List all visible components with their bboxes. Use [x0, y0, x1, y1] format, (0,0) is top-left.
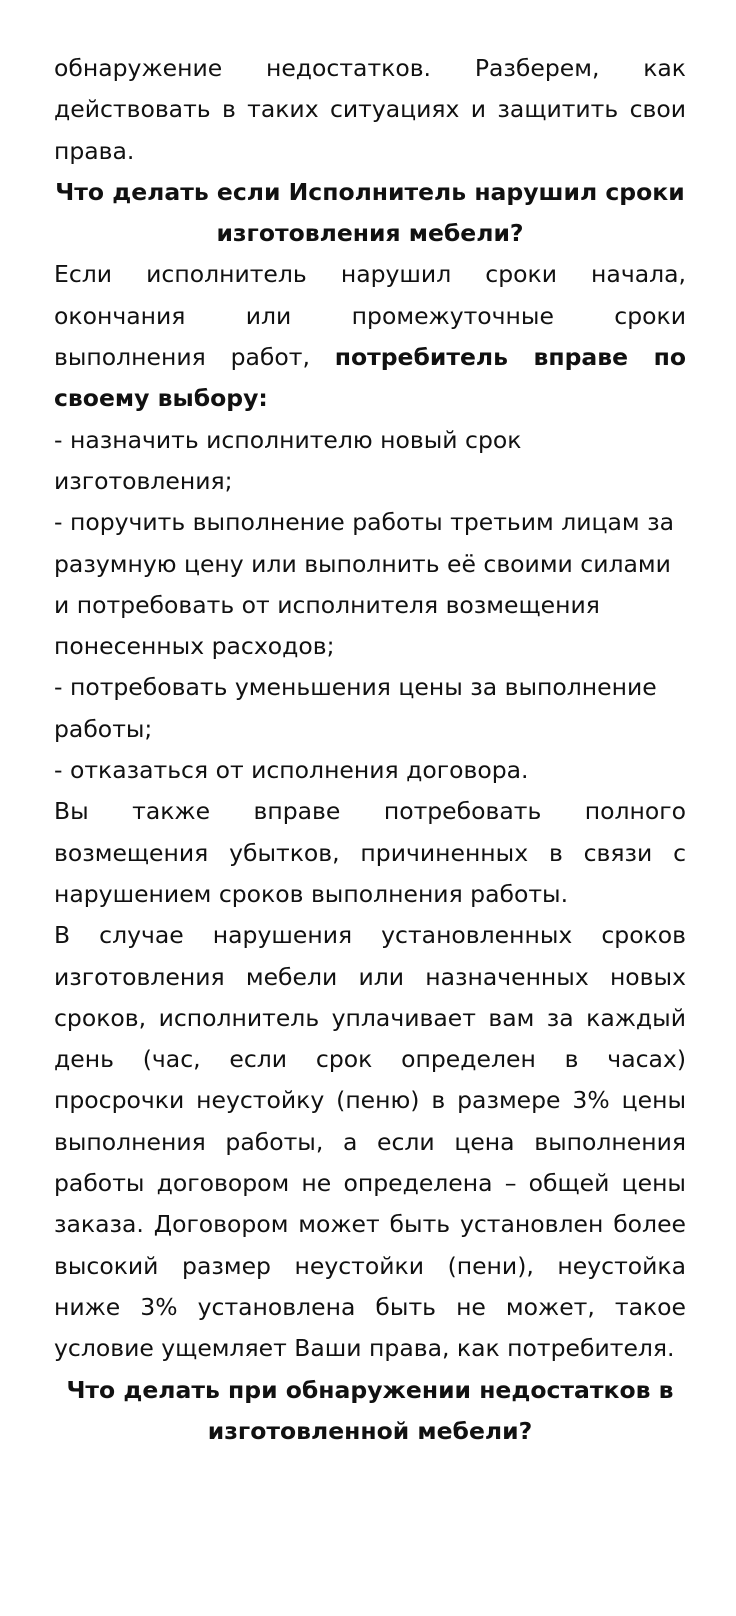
list-item-new-deadline: - назначить исполнителю новый срок изготовления;: [54, 425, 522, 495]
section-heading-defects: Что делать при обнаружении недостатков в изготовленной мебели?: [66, 1375, 674, 1445]
list-item-refuse-contract: - отказаться от исполнения договора.: [54, 756, 529, 785]
deadlines-paragraph-emphasis: потребитель вправе по своему выбору:: [54, 343, 686, 413]
intro-paragraph-tail: обнаружение недостатков. Разберем, как действовать в таких ситуациях и защитить свои права.: [54, 54, 686, 165]
section-heading-deadlines: Что делать если Исполнитель нарушил сроки изготовления мебели?: [55, 177, 685, 248]
penalty-paragraph: В случае нарушения установленных сроков изготовления мебели или назначенных новых сроков, исполнитель уплачивает вам за каждый день (час, если срок определен в часах) просрочки неустойку (пеню) в размере 3% цены выполнения работы, а если цена выполнения работы договором не определена – общей цены заказа. Договором может быть установлен более высокий размер неустойки (пени), неустойка ниже 3% установлена быть не может, такое условие ущемляет Ваши права, как потребителя.: [54, 921, 686, 1363]
deadlines-paragraph-text: Если исполнитель нарушил сроки начала, окончания или промежуточные сроки выполнения работ,: [54, 260, 686, 372]
damages-paragraph: Вы также вправе потребовать полного возмещения убытков, причиненных в связи с нарушением сроков выполнения работы.: [54, 797, 686, 908]
document-page: [54, 48, 686, 1452]
deadlines-paragraph: [54, 254, 686, 419]
list-item-third-party: - поручить выполнение работы третьим лицам за разумную цену или выполнить её своими силами и потребовать от исполнителя возмещения понесенных расходов;: [54, 508, 674, 661]
list-item-price-reduction: - потребовать уменьшения цены за выполнение работы;: [54, 673, 657, 743]
